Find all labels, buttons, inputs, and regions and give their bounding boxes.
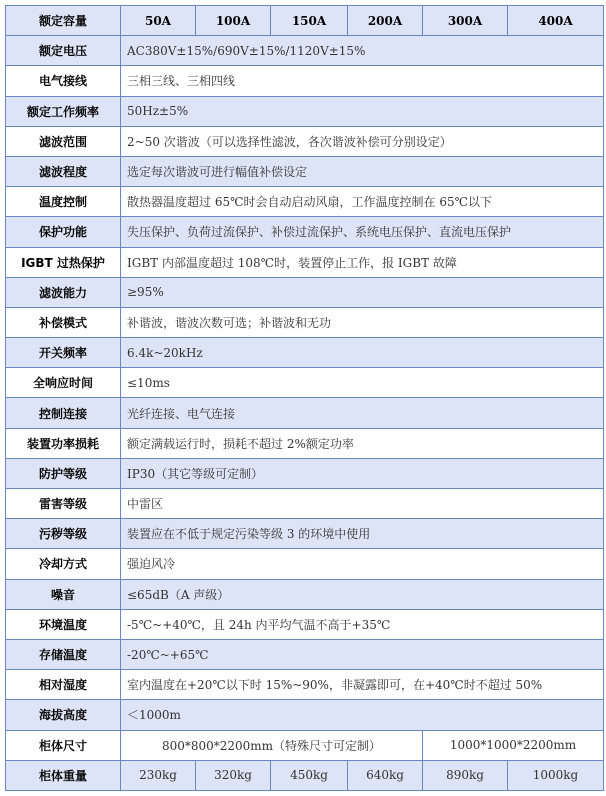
spec-row: [6, 247, 604, 277]
dimensions-small: 800*800*2200mm（特殊尺寸可定制）: [121, 730, 423, 760]
spec-value: 中雷区: [121, 489, 604, 519]
spec-label: 滤波范围: [6, 126, 121, 156]
spec-row: [6, 398, 604, 428]
capacity-cell: 100A: [196, 6, 271, 36]
spec-value: 补谐波，谐波次数可选；补谐波和无功: [121, 307, 604, 337]
spec-row: [6, 187, 604, 217]
spec-value: ≥95%: [121, 277, 604, 307]
spec-label: 补偿模式: [6, 307, 121, 337]
spec-row: [6, 639, 604, 669]
spec-row: [6, 36, 604, 66]
spec-label: 存储温度: [6, 639, 121, 669]
spec-value: 强迫风冷: [121, 549, 604, 579]
spec-value: 额定满载运行时，损耗不超过 2%额定功率: [121, 428, 604, 458]
spec-value: ≤65dB（A 声级）: [121, 579, 604, 609]
spec-row: [6, 458, 604, 488]
weight-label: 柜体重量: [6, 760, 121, 790]
spec-label: 开关频率: [6, 338, 121, 368]
dimensions-row: [6, 730, 604, 760]
spec-value: ＜1000m: [121, 700, 604, 730]
spec-label: 噪音: [6, 579, 121, 609]
spec-row: [6, 609, 604, 639]
spec-value: IGBT 内部温度超过 108℃时，装置停止工作，报 IGBT 故障: [121, 247, 604, 277]
capacity-cell: 400A: [508, 6, 604, 36]
capacity-cell: 50A: [121, 6, 196, 36]
header-label: 额定容量: [6, 6, 121, 36]
spec-row: [6, 156, 604, 186]
capacity-cell: 150A: [271, 6, 348, 36]
spec-value: 50Hz±5%: [121, 96, 604, 126]
weight-cell: 890kg: [423, 760, 508, 790]
spec-row: [6, 338, 604, 368]
spec-label: 污秽等级: [6, 519, 121, 549]
spec-value: 2~50 次谐波（可以选择性滤波，各次谐波补偿可分别设定）: [121, 126, 604, 156]
spec-value: 装置应在不低于规定污染等级 3 的环境中使用: [121, 519, 604, 549]
spec-label: 雷害等级: [6, 489, 121, 519]
capacity-cell: 300A: [423, 6, 508, 36]
weight-cell: 450kg: [271, 760, 348, 790]
spec-label: 环境温度: [6, 609, 121, 639]
spec-row: [6, 428, 604, 458]
capacity-cell: 200A: [348, 6, 423, 36]
spec-row: [6, 126, 604, 156]
spec-value: IP30（其它等级可定制）: [121, 458, 604, 488]
spec-table: [5, 5, 604, 791]
dimensions-label: 柜体尺寸: [6, 730, 121, 760]
weight-cell: 230kg: [121, 760, 196, 790]
spec-value: 室内温度在+20℃以下时 15%~90%，非凝露即可，在+40℃时不超过 50%: [121, 670, 604, 700]
spec-value: -5℃~+40℃，且 24h 内平均气温不高于+35℃: [121, 609, 604, 639]
spec-row: [6, 66, 604, 96]
spec-label: 相对湿度: [6, 670, 121, 700]
spec-table-body: [6, 6, 604, 791]
spec-label: 装置功率损耗: [6, 428, 121, 458]
spec-value: AC380V±15%/690V±15%/1120V±15%: [121, 36, 604, 66]
spec-row: [6, 670, 604, 700]
spec-label: 温度控制: [6, 187, 121, 217]
spec-value: 选定每次谐波可进行幅值补偿设定: [121, 156, 604, 186]
spec-label: 防护等级: [6, 458, 121, 488]
spec-label: 保护功能: [6, 217, 121, 247]
weight-cell: 1000kg: [508, 760, 604, 790]
spec-label: 冷却方式: [6, 549, 121, 579]
spec-label: 海拔高度: [6, 700, 121, 730]
spec-row: [6, 700, 604, 730]
spec-value: ≤10ms: [121, 368, 604, 398]
spec-value: 光纤连接、电气连接: [121, 398, 604, 428]
spec-label: 控制连接: [6, 398, 121, 428]
header-row: [6, 6, 604, 36]
spec-row: [6, 307, 604, 337]
weight-row: [6, 760, 604, 790]
spec-row: [6, 489, 604, 519]
spec-row: [6, 277, 604, 307]
spec-label: 全响应时间: [6, 368, 121, 398]
spec-label: 电气接线: [6, 66, 121, 96]
spec-label: 额定工作频率: [6, 96, 121, 126]
spec-value: 失压保护、负荷过流保护、补偿过流保护、系统电压保护、直流电压保护: [121, 217, 604, 247]
spec-label: 滤波能力: [6, 277, 121, 307]
weight-cell: 640kg: [348, 760, 423, 790]
spec-row: [6, 96, 604, 126]
spec-label: 滤波程度: [6, 156, 121, 186]
spec-value: 三相三线、三相四线: [121, 66, 604, 96]
spec-value: -20℃~+65℃: [121, 639, 604, 669]
weight-cell: 320kg: [196, 760, 271, 790]
spec-label: IGBT 过热保护: [6, 247, 121, 277]
spec-row: [6, 217, 604, 247]
spec-value: 散热器温度超过 65℃时会自动启动风扇，工作温度控制在 65℃以下: [121, 187, 604, 217]
spec-label: 额定电压: [6, 36, 121, 66]
spec-row: [6, 368, 604, 398]
spec-row: [6, 579, 604, 609]
spec-row: [6, 519, 604, 549]
spec-value: 6.4k~20kHz: [121, 338, 604, 368]
dimensions-large: 1000*1000*2200mm: [423, 730, 604, 760]
spec-row: [6, 549, 604, 579]
